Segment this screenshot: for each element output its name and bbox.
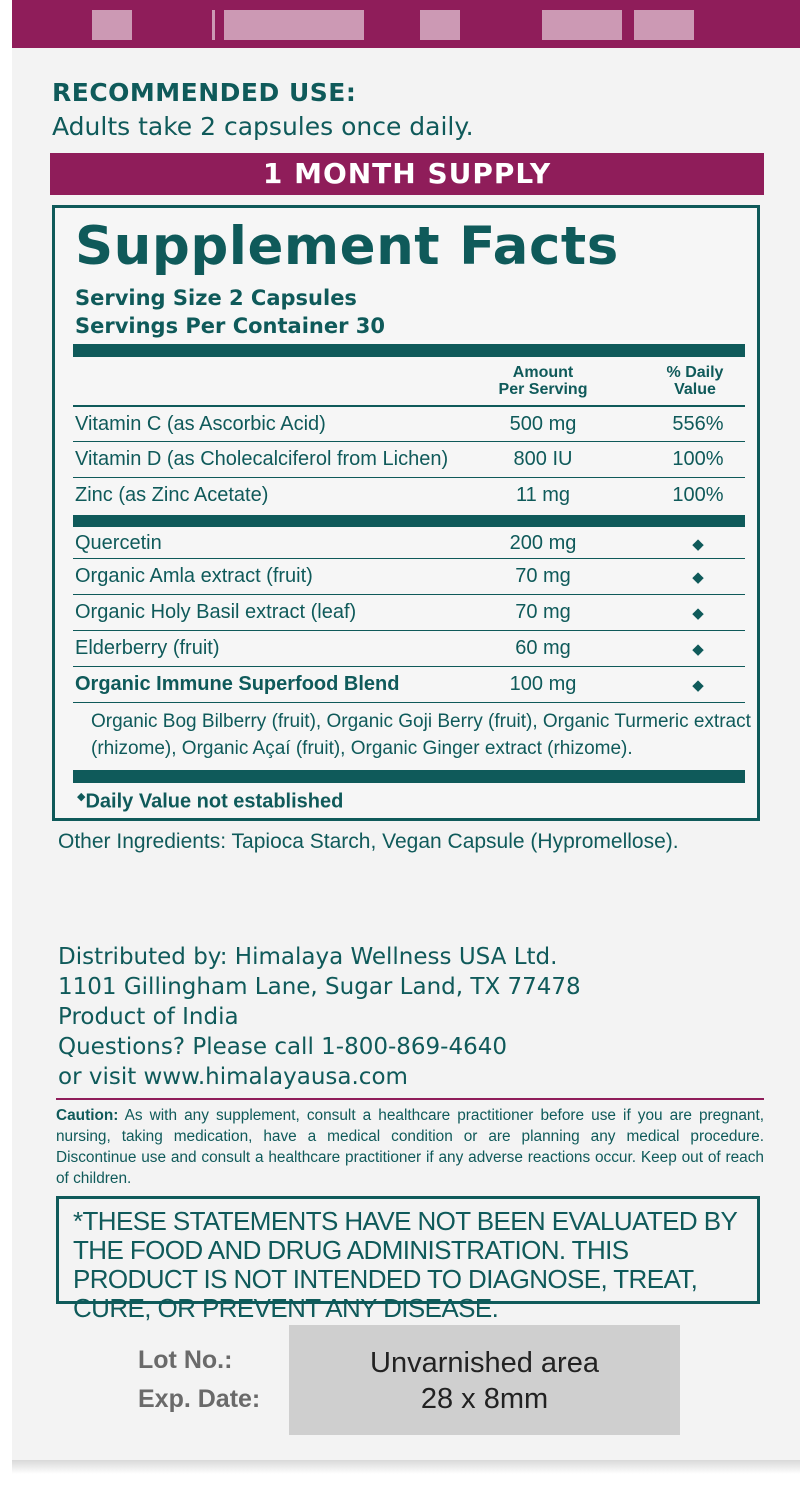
expiry-date-label: Exp. Date: — [138, 1385, 261, 1413]
thick-rule — [73, 770, 745, 783]
supplement-facts-panel — [52, 205, 760, 821]
box-shadow — [12, 1460, 800, 1474]
row-divider — [73, 702, 745, 703]
flap-print-mark — [420, 10, 460, 40]
flap-print-mark — [224, 10, 364, 40]
facts-row — [73, 630, 745, 666]
dv-not-established-icon: ◆ — [692, 677, 704, 694]
distributor-line: Distributed by: Himalaya Wellness USA Ltd. — [58, 944, 558, 970]
thick-rule — [73, 344, 745, 357]
amount-header-line1: Amount — [512, 364, 574, 381]
unvarnished-area — [289, 1325, 680, 1435]
daily-value-header — [645, 364, 745, 398]
nutrient-daily-value: 100% — [672, 448, 724, 470]
other-ingredients: Other Ingredients: Tapioca Starch, Vegan Capsule (Hypromellose). — [58, 830, 679, 853]
flap-print-mark — [212, 10, 215, 40]
caution-text — [56, 1105, 764, 1189]
caution-label: Caution: — [56, 1107, 119, 1124]
servings-per-container: Servings Per Container 30 — [75, 314, 385, 338]
nutrient-amount: 500 mg — [509, 413, 577, 435]
ingredient-amount: 70 mg — [515, 565, 571, 587]
flap-print-mark — [634, 10, 694, 40]
facts-row — [73, 441, 745, 477]
facts-row — [73, 594, 745, 630]
nutrient-daily-value: 100% — [672, 484, 724, 506]
caution-body: As with any supplement, consult a healthcare practitioner before use if you are pregnant, nursing, taking medication, have a medical condition or are planning any medical procedure. Discontinue use and consult a healthcare practitioner if any adverse reactions occur. Keep out of reach of children. — [56, 1107, 764, 1187]
box-top-flap — [12, 0, 800, 48]
nutrient-daily-value: 556% — [672, 413, 724, 435]
unvarnished-line1: Unvarnished area — [370, 1347, 599, 1379]
blend-amount: 100 mg — [509, 673, 577, 695]
daily-value-footnote — [77, 790, 343, 814]
facts-row — [73, 405, 745, 441]
divider — [56, 1098, 764, 1100]
amount-header-line2: Per Serving — [498, 381, 588, 398]
amount-header — [483, 364, 603, 398]
flap-print-mark — [92, 10, 132, 40]
dv-not-established-icon: ◆ — [692, 641, 704, 658]
dv-not-established-icon: ◆ — [692, 536, 704, 553]
fda-disclaimer: *THESE STATEMENTS HAVE NOT BEEN EVALUATED BY THE FOOD AND DRUG ADMINISTRATION. THIS PRODUCT IS NOT INTENDED TO DIAGNOSE, TREAT, CURE, OR PREVENT ANY DISEASE. — [56, 1196, 760, 1304]
nutrient-amount: 11 mg — [515, 484, 571, 506]
distributor-info — [58, 942, 581, 1092]
blend-name: Organic Immune Superfood Blend — [75, 673, 400, 695]
lot-number-label: Lot No.: — [138, 1346, 233, 1374]
daily-value-header-line2: Value — [674, 381, 716, 398]
recommended-use-title: RECOMMENDED USE: — [52, 78, 357, 107]
nutrient-name: Vitamin C (as Ascorbic Acid) — [75, 413, 326, 435]
ingredient-amount: 60 mg — [515, 637, 571, 659]
blend-ingredients: Organic Bog Bilberry (fruit), Organic Goji Berry (fruit), Organic Turmeric extract (rhizome), Organic Açaí (fruit), Organic Ginger extract (rhizome). — [91, 711, 751, 759]
dv-not-established-icon: ◆ — [692, 605, 704, 622]
flap-print-mark — [542, 10, 622, 40]
serving-size: Serving Size 2 Capsules — [75, 286, 357, 310]
facts-row — [73, 477, 745, 513]
supplement-facts-title: Supplement Facts — [75, 216, 619, 277]
facts-row — [73, 526, 745, 562]
country-of-origin: Product of India — [58, 1004, 239, 1030]
nutrient-name: Zinc (as Zinc Acetate) — [75, 484, 269, 506]
facts-row — [73, 558, 745, 594]
footnote-text: Daily Value not established — [85, 790, 344, 813]
recommended-use-text: Adults take 2 capsules once daily. — [52, 112, 474, 141]
ingredient-amount: 200 mg — [509, 532, 577, 554]
ingredient-amount: 70 mg — [515, 601, 571, 623]
nutrient-name: Vitamin D (as Cholecalciferol from Lichen) — [75, 448, 449, 470]
facts-row — [73, 666, 745, 702]
ingredient-name: Organic Amla extract (fruit) — [75, 565, 313, 587]
ingredient-name: Quercetin — [75, 532, 162, 554]
unvarnished-line2: 28 x 8mm — [420, 1383, 549, 1415]
distributor-address: 1101 Gillingham Lane, Sugar Land, TX 77478 — [58, 974, 581, 1000]
ingredient-name: Elderberry (fruit) — [75, 637, 220, 659]
nutrient-amount: 800 IU — [513, 448, 573, 470]
supply-banner: 1 MONTH SUPPLY — [50, 153, 764, 195]
ingredient-name: Organic Holy Basil extract (leaf) — [75, 601, 357, 623]
phone-line: Questions? Please call 1-800-869-4640 — [58, 1034, 508, 1060]
dv-not-established-icon: ◆ — [692, 569, 704, 586]
website-line: or visit www.himalayausa.com — [58, 1064, 408, 1090]
daily-value-header-line1: % Daily — [666, 364, 724, 381]
footnote-diamond-icon: ◆ — [77, 791, 86, 803]
